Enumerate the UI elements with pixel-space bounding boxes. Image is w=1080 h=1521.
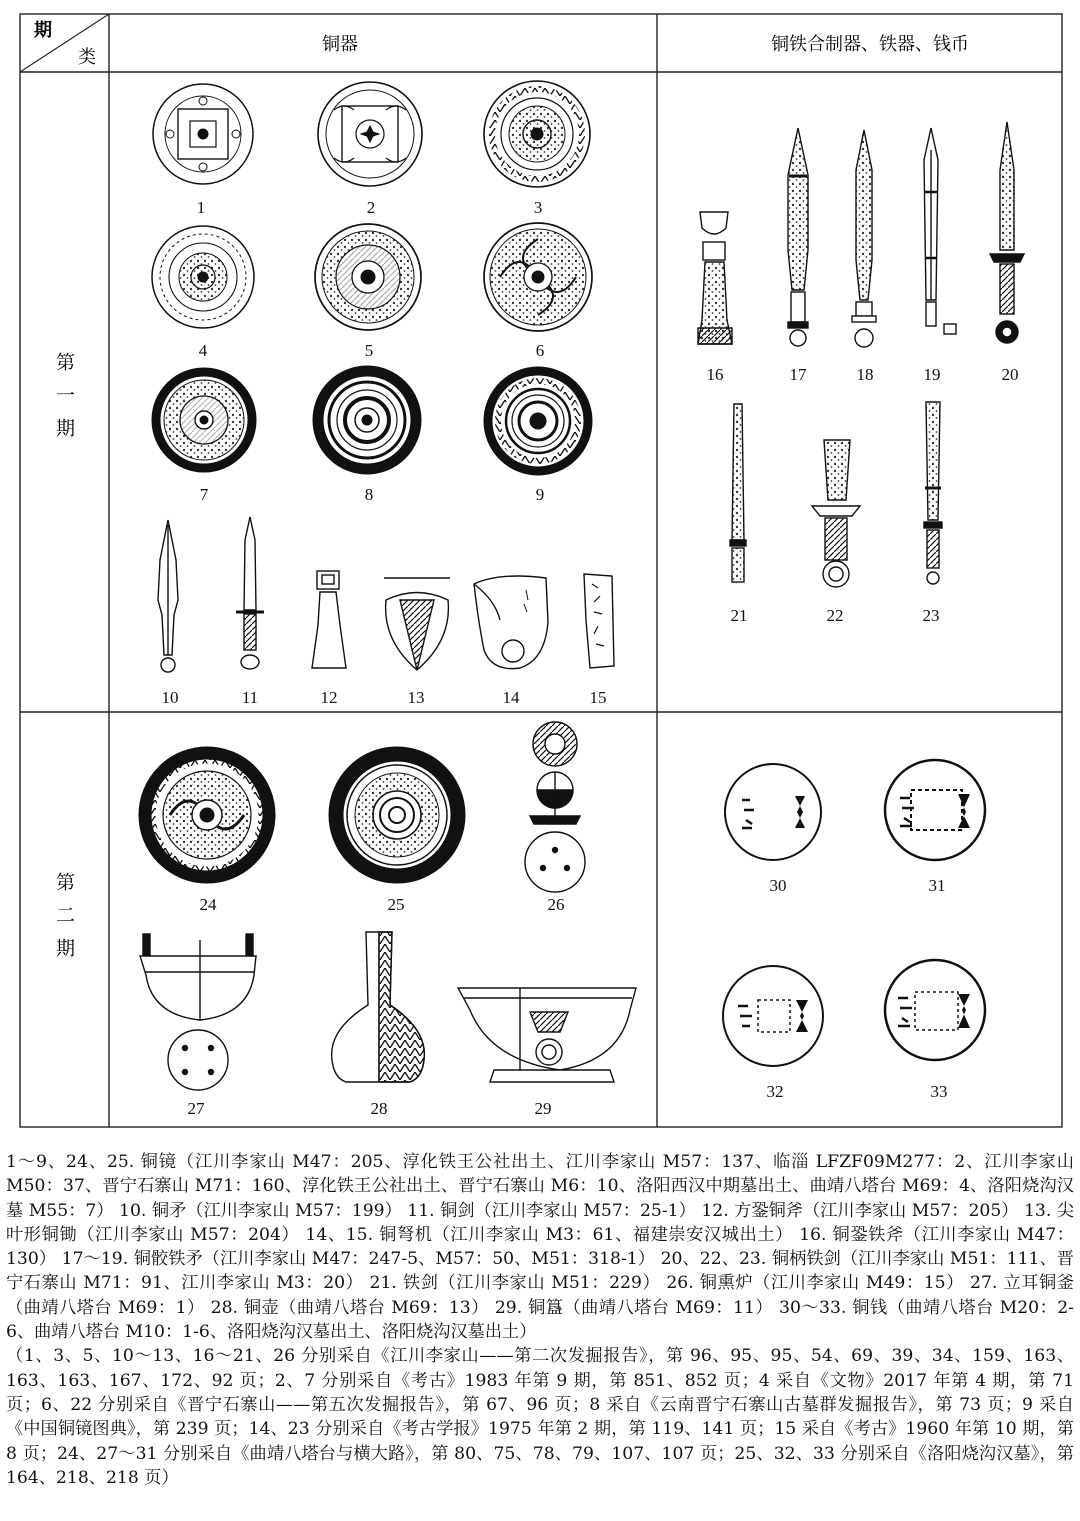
figure-number-19: 19 bbox=[923, 365, 941, 384]
mirror-figure-9 bbox=[484, 367, 592, 475]
coin-figure-30 bbox=[725, 764, 821, 860]
corner-label-period: 期 bbox=[34, 20, 52, 41]
column-header-iron-coins: 铜铁合制器、铁器、钱币 bbox=[771, 34, 969, 55]
iron-spear-figure-19 bbox=[924, 128, 956, 334]
bronze-sword-figure-11 bbox=[236, 517, 264, 669]
figure-number-12: 12 bbox=[320, 688, 338, 707]
figure-number-33: 33 bbox=[930, 1082, 948, 1101]
coin-figure-32 bbox=[723, 966, 823, 1066]
mirror-figure-6 bbox=[484, 223, 592, 331]
figure-number-10: 10 bbox=[161, 688, 179, 707]
figure-number-11: 11 bbox=[241, 688, 259, 707]
figure-number-20: 20 bbox=[1001, 365, 1019, 384]
crossbow-trigger-figure-14 bbox=[474, 576, 548, 669]
figure-number-24: 24 bbox=[199, 895, 217, 914]
mirror-figure-24 bbox=[139, 747, 275, 883]
figure-number-30: 30 bbox=[769, 876, 787, 895]
caption-source-notes: （1、3、5、10～13、16～21、26 分别采自《江川李家山——第二次发掘报告》，第 96、95、95、54、69、39、34、159、163、163、163、167、172、92 页；2、7 分别采自《考古》1983 年第 9 期，第 851、852 页；4 采自《文物》2017 年第 4 期，第 71 页；6、22 分别采自《晋宁石寨山——第五次发掘报告》，第 67、96 页；8 采自《云南晋宁石寨山古墓群发掘报告》，第 73 页；9 采自《中国铜镜图典》，第 239 页；14、23 分别采自《考古学报》1975 年第 2 期，第 119、141 页；15 采自《考古》1960 年第 10 期，第 8 页；24、27～31 分别采自《曲靖八塔台与横大路》，第 80、75、78、79、107、107 页；25、32、33 分别采自《洛阳烧沟汉墓》，第 164、218、218 页） bbox=[6, 1346, 1074, 1488]
figure-number-29: 29 bbox=[534, 1099, 552, 1118]
figure-number-7: 7 bbox=[199, 485, 209, 504]
figure-number-15: 15 bbox=[589, 688, 607, 707]
figure-number-18: 18 bbox=[856, 365, 874, 384]
bronze-hoe-figure-13 bbox=[384, 578, 450, 670]
iron-sword-figure-21 bbox=[730, 404, 746, 582]
bronze-cauldron-figure-27 bbox=[140, 934, 256, 1090]
mirror-figure-25 bbox=[329, 747, 465, 883]
bronze-vase-figure-28 bbox=[332, 932, 425, 1082]
mirror-figure-3 bbox=[484, 81, 590, 187]
mirror-figure-2 bbox=[318, 82, 422, 186]
mirror-figure-8 bbox=[313, 366, 421, 474]
row-header-period-2: 第二期 bbox=[53, 872, 75, 971]
caption-object-list: 1～9、24、25. 铜镜（江川李家山 M47：205、淳化铁王公社出土、江川李家山 M57：137、临淄 LFZF09M277：2、江川李家山 M50：37、晋宁石寨山 M71：160、淳化铁王公社出土、晋宁石寨山 M6：10、洛阳西汉中期墓出土、曲靖八塔台 M69：4、洛阳烧沟汉墓 M55：7） 10. 铜矛（江川李家山 M57：199） 11. 铜剑（江川李家山 M57：25-1） 12. 方銎铜斧（江川李家山 M57：205） 13. 尖叶形铜锄（江川李家山 M57：204） 14、15. 铜弩机（江川李家山 M3：61、福建崇安汉城出土） 16. 铜銎铁斧（江川李家山 M47：130） 17～19. 铜骹铁矛（江川李家山 M47：247-5、M57：50、M51：318-1） 20、22、23. 铜柄铁剑（江川李家山 M51：111、晋宁石寨山 M71：91、江川李家山 M3：20） 21. 铁剑（江川李家山 M51：229） 26. 铜熏炉（江川李家山 M49：15） 27. 立耳铜釜（曲靖八塔台 M69：1） 28. 铜壶（曲靖八塔台 M69：13） 29. 铜簋（曲靖八塔台 M69：11） 30～33. 铜钱（曲靖八塔台 M20：2-6、曲靖八塔台 M10：1-6、洛阳烧沟汉墓出土、洛阳烧沟汉墓出土） bbox=[6, 1152, 1074, 1343]
iron-sword-figure-20 bbox=[990, 122, 1024, 343]
row-header-period-1: 第一期 bbox=[53, 352, 75, 451]
figure-number-13: 13 bbox=[407, 688, 425, 707]
bronze-bowl-figure-29 bbox=[458, 988, 636, 1082]
iron-sword-figure-23 bbox=[924, 402, 942, 584]
figure-number-32: 32 bbox=[766, 1082, 784, 1101]
figure-number-9: 9 bbox=[535, 485, 545, 504]
figure-number-5: 5 bbox=[364, 341, 374, 360]
figure-number-27: 27 bbox=[187, 1099, 205, 1118]
bronze-spear-figure-10 bbox=[158, 520, 178, 672]
iron-spear-figure-18 bbox=[852, 130, 876, 347]
figure-number-2: 2 bbox=[366, 198, 376, 217]
figure-number-26: 26 bbox=[547, 895, 565, 914]
figure-number-14: 14 bbox=[502, 688, 520, 707]
coin-figure-31 bbox=[885, 760, 985, 860]
figure-number-1: 1 bbox=[196, 198, 206, 217]
iron-spear-figure-17 bbox=[788, 128, 808, 346]
iron-axe-figure-16 bbox=[698, 212, 732, 344]
mirror-figure-1 bbox=[153, 84, 253, 184]
figure-caption bbox=[6, 1150, 1074, 1490]
figure-number-28: 28 bbox=[370, 1099, 388, 1118]
figure-number-4: 4 bbox=[198, 341, 208, 360]
crossbow-part-figure-15 bbox=[584, 574, 614, 668]
figure-number-25: 25 bbox=[387, 895, 405, 914]
figure-number-31: 31 bbox=[928, 876, 946, 895]
figure-number-3: 3 bbox=[533, 198, 543, 217]
figure-number-22: 22 bbox=[826, 606, 844, 625]
mirror-figure-5 bbox=[315, 224, 421, 330]
figure-number-17: 17 bbox=[789, 365, 807, 384]
corner-label-category: 类 bbox=[78, 47, 96, 68]
mirror-figure-4 bbox=[152, 226, 254, 328]
bronze-censer-figure-26 bbox=[525, 722, 585, 892]
iron-sword-figure-22 bbox=[812, 440, 860, 587]
figure-number-23: 23 bbox=[922, 606, 940, 625]
coin-figure-33 bbox=[885, 960, 985, 1060]
figure-number-6: 6 bbox=[535, 341, 545, 360]
column-header-bronze: 铜器 bbox=[322, 34, 358, 55]
figure-number-16: 16 bbox=[706, 365, 724, 384]
figure-number-8: 8 bbox=[364, 485, 374, 504]
figure-number-21: 21 bbox=[730, 606, 748, 625]
mirror-figure-7 bbox=[152, 368, 256, 472]
bronze-axe-figure-12 bbox=[312, 571, 346, 668]
